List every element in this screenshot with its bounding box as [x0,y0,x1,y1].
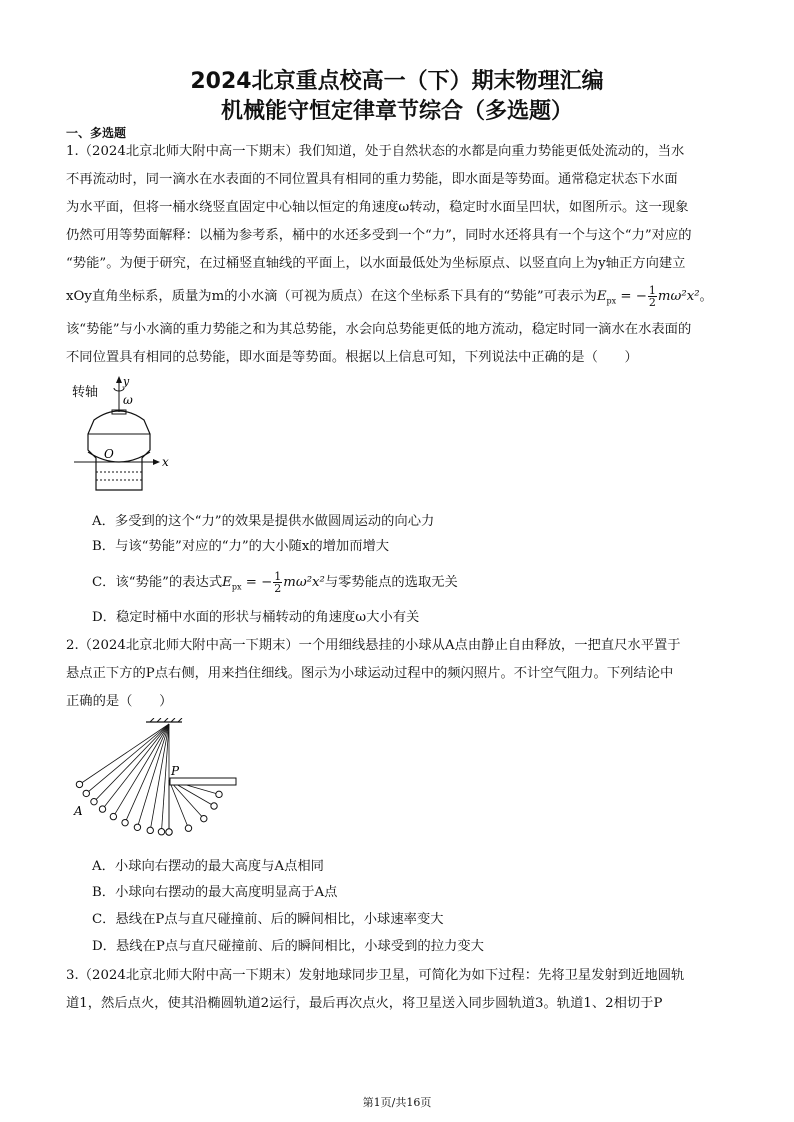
ruler [170,778,236,785]
pendulum-string [161,724,169,832]
formula-tail: mω²x² [657,289,700,304]
q2-option-a[interactable]: A．小球向右摆动的最大高度与A点相同 [92,859,324,874]
pendulum-ball [201,815,207,821]
fraction-numerator: 1 [648,284,656,297]
x-label: x [162,455,169,469]
pendulum-ball [216,791,222,797]
q2-option-b[interactable]: B．小球向右摆动的最大高度明显高于A点 [92,885,338,900]
point-a-label: A [74,804,83,818]
pendulum-ball [134,824,140,830]
option-c-prefix: C．该“势能”的表达式 [92,575,223,590]
q3-line: 道1，然后点火，使其沿椭圆轨道2运行，最后再次点火，将卫星送入同步圆轨道3。轨道1、2相切于P [66,996,663,1011]
q2-line: 悬点正下方的P点右侧，用来挡住细线。图示为小球运动过程中的频闪照片。不计空气阻力。下列结论中 [66,666,674,681]
pendulum-ball [185,825,191,831]
q1-line: 仍然可用等势面解释：以桶为参考系，桶中的水还多受到一个“力”，同时水还将具有一个与这个“力”对应的 [66,228,692,243]
formula-symbol: E [222,575,232,590]
q1-line: 不同位置具有相同的总势能，即水面是等势面。根据以上信息可知，下列说法中正确的是（ ） [66,350,638,365]
fraction-denominator: 2 [648,296,656,309]
pendulum-ball [158,829,164,835]
q1-line: 该“势能”与小水滴的重力势能之和为其总势能，水会向总势能更低的地方流动，稳定时同一滴水在水表面的 [66,322,692,337]
pendulum-string [86,724,169,793]
left-swing-strobes [76,724,172,835]
page-title-line1: 2024北京重点校高一（下）期末物理汇编 [190,69,604,94]
q1-line: 为水平面，但将一桶水绕竖直固定中心轴以恒定的角速度ω转动，稳定时水面呈凹状，如图所示。这一现象 [66,200,689,215]
fraction-numerator: 1 [274,570,282,583]
pendulum-figure [70,718,240,842]
y-arrow [116,376,122,383]
page-title-line2: 机械能守恒定律章节综合（多选题） [220,99,573,124]
q1-line: 不再流动时，同一滴水在水表面的不同位置具有相同的重力势能，即水面是等势面。通常稳定状态下水面 [66,172,678,187]
page-footer: 第1页/共16页 [362,1096,432,1109]
pendulum-string [103,724,169,809]
pendulum-ball [110,813,116,819]
bucket-outline [88,411,150,490]
q2-option-d[interactable]: D．悬线在P点与直尺碰撞前、后的瞬间相比，小球受到的拉力变大 [92,939,484,954]
rotating-bucket-figure [70,372,180,500]
pendulum-ball [147,827,153,833]
axis-label: 转轴 [72,385,99,400]
q1-line6-end: 。 [699,289,713,304]
omega-label: ω [123,393,133,407]
q2-option-c[interactable]: C．悬线在P点与直尺碰撞前、后的瞬间相比，小球速率变大 [92,912,444,927]
q1-line: “势能”。为便于研究，在过桶竖直轴线的平面上，以水面最低处为坐标原点、以竖直向上为y轴正方向建立 [66,256,686,271]
q2-line: 正确的是（ ） [66,694,173,709]
q1-line6-text: xOy直角坐标系，质量为m的小水滴（可视为质点）在这个坐标系下具有的“势能”可表示为 [66,289,597,304]
water-surface [88,452,150,462]
pendulum-string [169,780,204,819]
option-c-suffix: 与零势能点的选取无关 [324,575,458,590]
formula-equals: = − [616,289,647,304]
q2-line: 2.（2024北京北师大附中高一下期末）一个用细线悬挂的小球从A点由静止自由释放，一把直尺水平置于 [66,638,681,653]
x-arrow [153,459,160,465]
origin-label: O [104,447,114,461]
pendulum-ball [91,798,97,804]
formula-subscript: px [231,582,242,592]
pendulum-ball [122,819,128,825]
formula-equals: = − [241,575,273,590]
pendulum-ball [76,781,82,787]
pendulum-ball [83,790,89,796]
q1-option-c[interactable] [92,571,458,598]
formula-fraction [273,571,282,594]
q1-option-a[interactable]: A．多受到的这个“力”的效果是提供水做圆周运动的向心力 [92,514,435,529]
formula-tail: mω²x² [283,575,325,590]
section-heading: 一、多选题 [66,126,127,140]
q3-line: 3.（2024北京北师大附中高一下期末）发射地球同步卫星，可简化为如下过程：先将卫星发射到近地圆轨 [66,968,685,983]
point-p-label: P [171,764,180,778]
q1-option-d[interactable]: D．稳定时桶中水面的形状与桶转动的角速度ω大小有关 [92,610,420,625]
pendulum-ball [166,829,172,835]
q1-formula-line [66,283,730,316]
pendulum-string [169,780,188,828]
formula-subscript: px [606,296,617,306]
q1-option-b[interactable]: B．与该“势能”对应的“力”的大小随x的增加而增大 [92,539,390,554]
right-swing-strobes [166,780,222,835]
formula-fraction [648,285,657,308]
pendulum-ball [99,806,105,812]
q1-line: 1.（2024北京北师大附中高一下期末）我们知道，处于自然状态的水都是向重力势能更低处流动的，当水 [66,144,685,159]
pendulum-ball [211,803,217,809]
y-label: y [123,375,130,388]
fraction-denominator: 2 [274,582,282,595]
formula-symbol: E [596,289,607,304]
